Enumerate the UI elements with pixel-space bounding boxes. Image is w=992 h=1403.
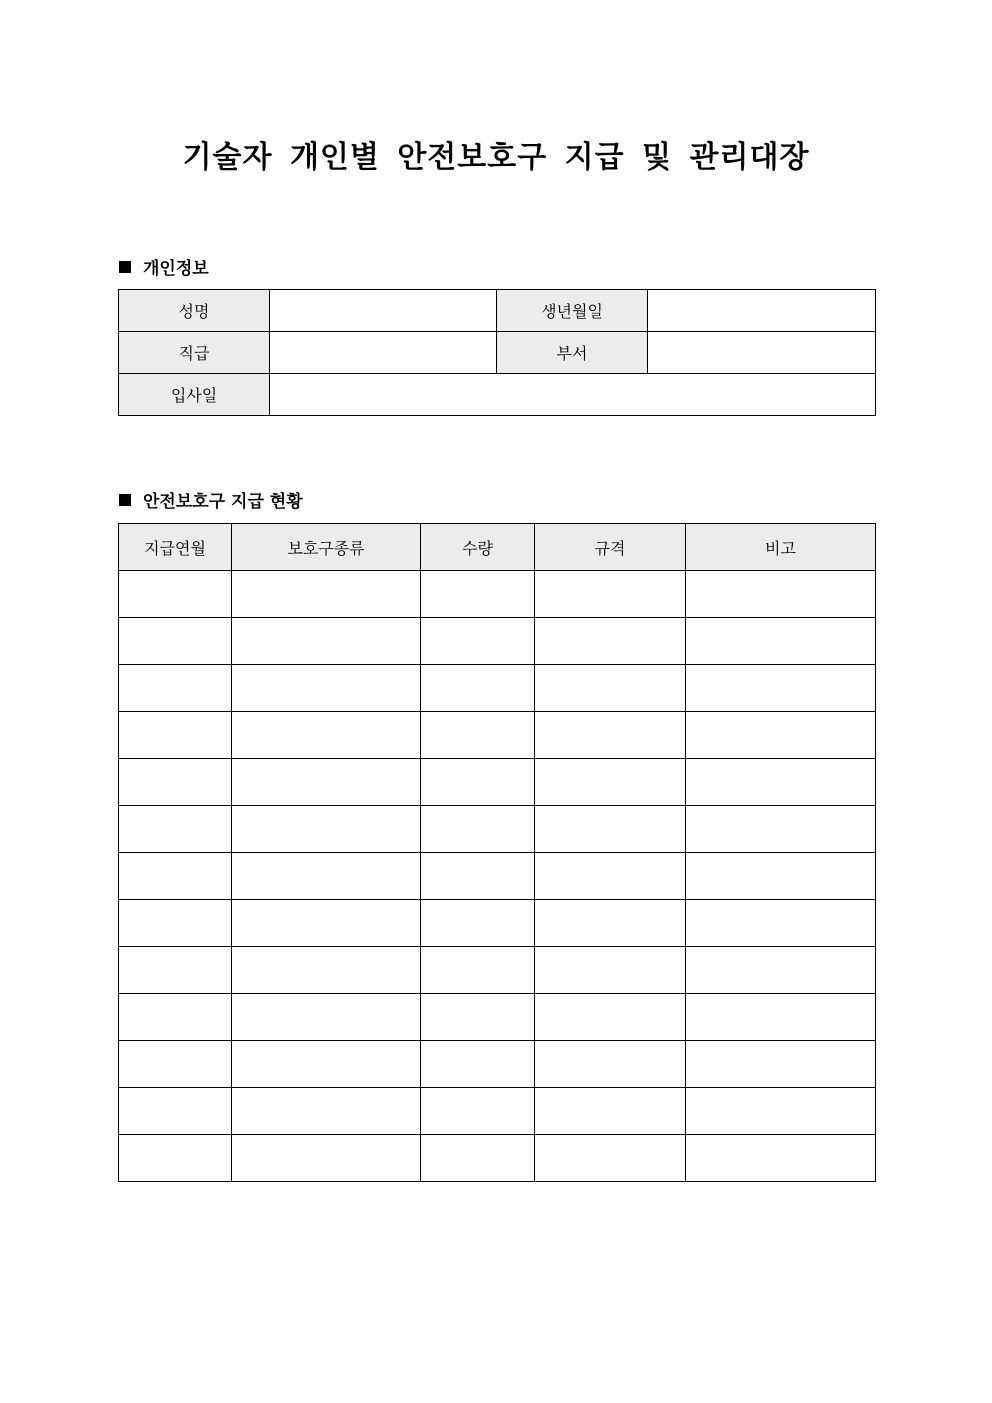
quantity-cell[interactable] (421, 994, 535, 1041)
issue-month-cell[interactable] (119, 1088, 232, 1135)
quantity-cell[interactable] (421, 571, 535, 618)
table-row (119, 618, 876, 665)
equipment-type-cell[interactable] (232, 759, 421, 806)
table-row (119, 900, 876, 947)
issue-table-header-row (119, 524, 876, 571)
equipment-type-cell[interactable] (232, 665, 421, 712)
quantity-cell[interactable] (421, 759, 535, 806)
issue-month-cell[interactable] (119, 1135, 232, 1182)
equipment-type-cell[interactable] (232, 1135, 421, 1182)
equipment-type-cell[interactable] (232, 1041, 421, 1088)
table-row (119, 1041, 876, 1088)
issue-status-heading (119, 487, 303, 512)
remarks-cell[interactable] (686, 853, 876, 900)
equipment-type-cell[interactable] (232, 806, 421, 853)
column-header-equipment-type: 보호구종류 (232, 524, 421, 571)
remarks-cell[interactable] (686, 1041, 876, 1088)
spec-cell[interactable] (535, 947, 686, 994)
join-date-value-cell[interactable] (270, 374, 876, 416)
remarks-cell[interactable] (686, 994, 876, 1041)
issue-month-cell[interactable] (119, 571, 232, 618)
table-row (119, 1135, 876, 1182)
department-label: 부서 (497, 332, 648, 374)
table-row (119, 806, 876, 853)
spec-cell[interactable] (535, 712, 686, 759)
column-header-spec: 규격 (535, 524, 686, 571)
table-row (119, 853, 876, 900)
issue-month-cell[interactable] (119, 1041, 232, 1088)
spec-cell[interactable] (535, 853, 686, 900)
column-header-remarks: 비고 (686, 524, 876, 571)
quantity-cell[interactable] (421, 1135, 535, 1182)
table-row (119, 759, 876, 806)
spec-cell[interactable] (535, 665, 686, 712)
quantity-cell[interactable] (421, 618, 535, 665)
equipment-type-cell[interactable] (232, 900, 421, 947)
quantity-cell[interactable] (421, 665, 535, 712)
remarks-cell[interactable] (686, 618, 876, 665)
personal-info-heading-text: 개인정보 (143, 259, 209, 279)
spec-cell[interactable] (535, 806, 686, 853)
name-value-cell[interactable] (270, 290, 497, 332)
remarks-cell[interactable] (686, 806, 876, 853)
name-label: 성명 (119, 290, 270, 332)
spec-cell[interactable] (535, 571, 686, 618)
issue-month-cell[interactable] (119, 618, 232, 665)
table-row (119, 994, 876, 1041)
personal-info-row-1 (119, 290, 876, 332)
spec-cell[interactable] (535, 1041, 686, 1088)
remarks-cell[interactable] (686, 571, 876, 618)
spec-cell[interactable] (535, 618, 686, 665)
quantity-cell[interactable] (421, 1041, 535, 1088)
table-row (119, 712, 876, 759)
issue-month-cell[interactable] (119, 759, 232, 806)
equipment-type-cell[interactable] (232, 712, 421, 759)
equipment-type-cell[interactable] (232, 571, 421, 618)
issue-status-heading-text: 안전보호구 지급 현황 (143, 492, 303, 512)
spec-cell[interactable] (535, 994, 686, 1041)
issue-status-table (118, 523, 876, 1182)
equipment-type-cell[interactable] (232, 853, 421, 900)
equipment-type-cell[interactable] (232, 1088, 421, 1135)
equipment-type-cell[interactable] (232, 618, 421, 665)
remarks-cell[interactable] (686, 712, 876, 759)
document-title: 기술자 개인별 안전보호구 지급 및 관리대장 (182, 140, 810, 175)
birthdate-value-cell[interactable] (648, 290, 876, 332)
issue-month-cell[interactable] (119, 994, 232, 1041)
remarks-cell[interactable] (686, 665, 876, 712)
issue-month-cell[interactable] (119, 712, 232, 759)
birthdate-label: 생년월일 (497, 290, 648, 332)
square-bullet-icon (119, 261, 131, 273)
spec-cell[interactable] (535, 900, 686, 947)
position-label: 직급 (119, 332, 270, 374)
column-header-issue-month: 지급연월 (119, 524, 232, 571)
remarks-cell[interactable] (686, 1135, 876, 1182)
quantity-cell[interactable] (421, 900, 535, 947)
equipment-type-cell[interactable] (232, 994, 421, 1041)
equipment-type-cell[interactable] (232, 947, 421, 994)
personal-info-row-3 (119, 374, 876, 416)
personal-info-row-2 (119, 332, 876, 374)
position-value-cell[interactable] (270, 332, 497, 374)
table-row (119, 947, 876, 994)
join-date-label: 입사일 (119, 374, 270, 416)
square-bullet-icon (119, 494, 131, 506)
spec-cell[interactable] (535, 759, 686, 806)
quantity-cell[interactable] (421, 712, 535, 759)
quantity-cell[interactable] (421, 1088, 535, 1135)
remarks-cell[interactable] (686, 947, 876, 994)
issue-month-cell[interactable] (119, 853, 232, 900)
remarks-cell[interactable] (686, 759, 876, 806)
issue-month-cell[interactable] (119, 947, 232, 994)
quantity-cell[interactable] (421, 947, 535, 994)
department-value-cell[interactable] (648, 332, 876, 374)
spec-cell[interactable] (535, 1135, 686, 1182)
table-row (119, 1088, 876, 1135)
quantity-cell[interactable] (421, 806, 535, 853)
remarks-cell[interactable] (686, 900, 876, 947)
column-header-quantity: 수량 (421, 524, 535, 571)
spec-cell[interactable] (535, 1088, 686, 1135)
table-row (119, 571, 876, 618)
issue-month-cell[interactable] (119, 806, 232, 853)
issue-month-cell[interactable] (119, 665, 232, 712)
personal-info-heading (119, 254, 209, 279)
table-row (119, 665, 876, 712)
remarks-cell[interactable] (686, 1088, 876, 1135)
issue-month-cell[interactable] (119, 900, 232, 947)
quantity-cell[interactable] (421, 853, 535, 900)
personal-info-table (118, 289, 876, 416)
